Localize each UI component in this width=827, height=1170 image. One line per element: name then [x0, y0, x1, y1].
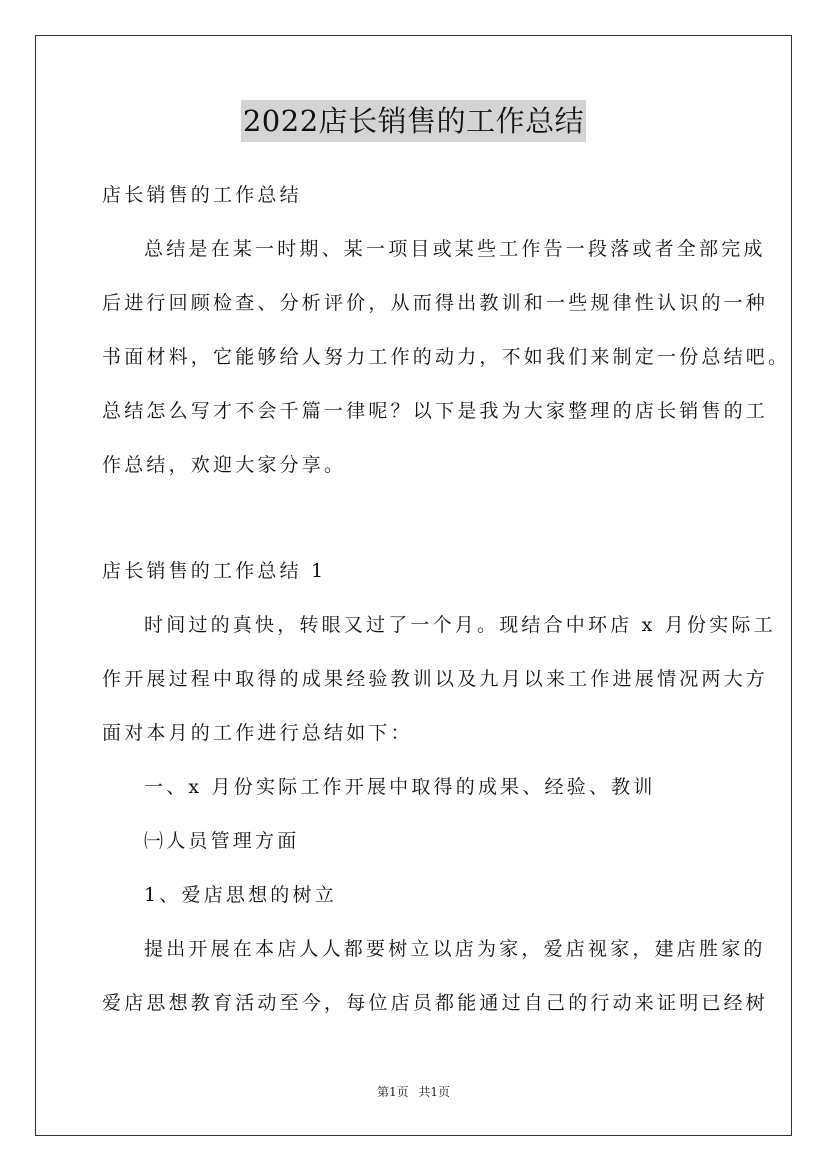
paragraph-line: 作开展过程中取得的成果经验教训以及九月以来工作进展情况两大方 [102, 668, 769, 690]
page-total: 共1页 [418, 1085, 451, 1099]
section-heading: 店长销售的工作总结 1 [102, 560, 327, 582]
paragraph-line: 书面材料，它能够给人努力工作的动力，不如我们来制定一份总结吧。 [102, 346, 791, 368]
section-heading: 店长销售的工作总结 [102, 184, 302, 206]
subheading-line: 1、爱店思想的树立 [144, 884, 337, 906]
blank-gap [102, 492, 742, 544]
paragraph-line: 作总结，欢迎大家分享。 [102, 454, 347, 476]
paragraph-line: 总结是在某一时期、某一项目或某些工作告一段落或者全部完成 [144, 238, 766, 260]
paragraph-line: 提出开展在本店人人都要树立以店为家，爱店视家，建店胜家的 [144, 938, 766, 960]
page-number: 第1页 [376, 1085, 409, 1099]
paragraph-line: 爱店思想教育活动至今，每位店员都能通过自己的行动来证明已经树 [102, 992, 769, 1014]
paragraph-line: 面对本月的工作进行总结如下： [102, 722, 413, 744]
paragraph-line: 时间过的真快，转眼又过了一个月。现结合中环店 x 月份实际工 [144, 614, 776, 636]
title-container [0, 100, 827, 142]
paragraph-line: 后进行回顾检查、分析评价，从而得出教训和一些规律性认识的一种 [102, 292, 769, 314]
paragraph-line: 总结怎么写才不会千篇一律呢？以下是我为大家整理的店长销售的工 [102, 400, 769, 422]
subheading-line: ㈠人员管理方面 [144, 830, 300, 852]
document-title: 2022店长销售的工作总结 [241, 100, 586, 142]
document-body [102, 168, 791, 1030]
page-footer [0, 1083, 827, 1101]
subheading-line: 一、x 月份实际工作开展中取得的成果、经验、教训 [144, 776, 656, 798]
